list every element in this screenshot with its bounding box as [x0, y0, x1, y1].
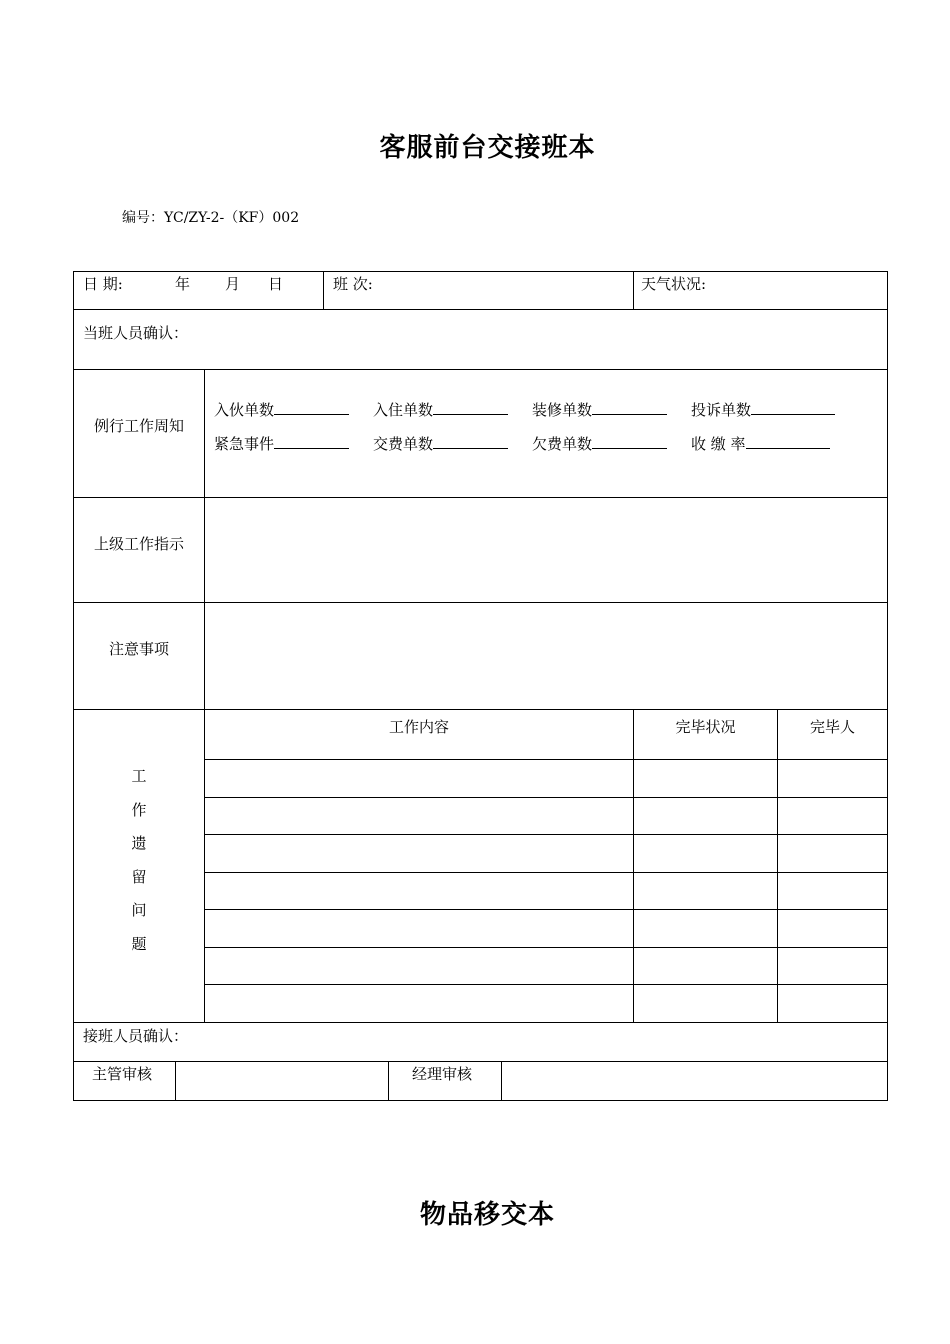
- table-row: [204, 947, 888, 948]
- supervisor-review-label: 主管审核: [92, 1065, 153, 1083]
- on-duty-confirm-label: 当班人员确认：: [83, 324, 189, 342]
- year-label: 年: [175, 275, 191, 293]
- document-number: 编号：YC/ZY-2-（KF）002: [122, 210, 300, 226]
- routine-item-arrears: 欠费单数: [532, 432, 667, 454]
- superior-instructions-label: 上级工作指示: [93, 535, 184, 553]
- routine-item-emergency: 紧急事件: [214, 432, 349, 454]
- column-divider: [501, 1061, 502, 1101]
- col-completion-status: 完毕状况: [675, 718, 736, 736]
- routine-item-collection-rate: 收 缴 率: [691, 432, 830, 454]
- column-divider: [175, 1061, 176, 1101]
- page-title: 客服前台交接班本: [379, 133, 596, 163]
- pending-char: 问: [131, 901, 147, 919]
- label-column-divider: [204, 369, 205, 1023]
- table-row: [204, 984, 888, 985]
- notes-label: 注意事项: [108, 640, 169, 658]
- divider: [323, 271, 324, 310]
- col-completed-by: 完毕人: [809, 718, 855, 736]
- column-divider: [633, 709, 634, 1023]
- table-row: [204, 872, 888, 873]
- pending-issues-label: [74, 765, 204, 966]
- section-title: 物品移交本: [419, 1200, 555, 1230]
- row-divider: [73, 602, 888, 603]
- shift-label: 班 次:: [333, 275, 373, 293]
- routine-item-complaints: 投诉单数: [691, 398, 835, 420]
- day-label: 日: [268, 275, 284, 293]
- row-divider: [73, 369, 888, 370]
- table-row: [204, 909, 888, 910]
- routine-item-payments: 交费单数: [373, 432, 508, 454]
- row-divider: [73, 709, 888, 710]
- column-divider: [388, 1061, 389, 1101]
- pending-char: 作: [131, 800, 147, 819]
- divider: [633, 271, 634, 310]
- month-label: 月: [225, 275, 241, 293]
- table-row: [204, 797, 888, 798]
- form-border: [73, 271, 888, 1101]
- pending-char: 留: [131, 867, 147, 886]
- pending-char: 工: [131, 767, 147, 785]
- handover-confirm-label: 接班人员确认：: [83, 1027, 189, 1045]
- manager-review-label: 经理审核: [412, 1065, 473, 1083]
- routine-item-check-in: 入住单数: [373, 398, 508, 420]
- row-divider: [73, 309, 888, 310]
- pending-char: 题: [131, 934, 147, 953]
- table-row: [204, 759, 888, 760]
- routine-item-decoration: 装修单数: [532, 398, 667, 420]
- col-work-content: 工作内容: [388, 718, 449, 736]
- column-divider: [777, 709, 778, 1023]
- row-divider: [73, 497, 888, 498]
- weather-label: 天气状况:: [641, 275, 707, 293]
- pending-char: 遗: [131, 834, 147, 852]
- table-row: [204, 834, 888, 835]
- row-divider: [73, 1022, 888, 1023]
- routine-item-move-in: 入伙单数: [214, 398, 349, 420]
- date-label: 日 期:: [83, 275, 123, 293]
- routine-label: 例行工作周知: [93, 417, 184, 435]
- row-divider: [73, 1061, 888, 1062]
